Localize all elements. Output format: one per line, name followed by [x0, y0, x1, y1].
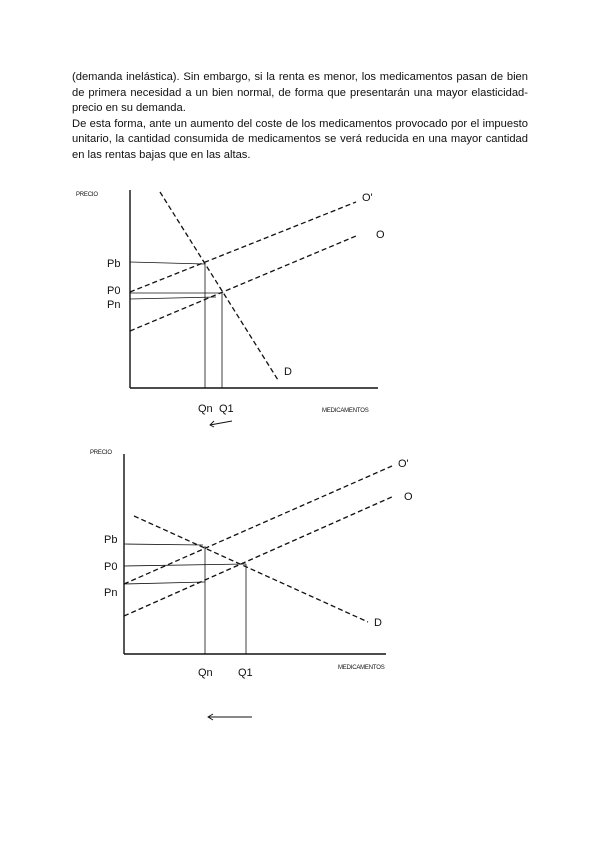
p0-guide-line — [124, 564, 246, 566]
graph-2-svg — [0, 440, 600, 730]
supply-new-label: O' — [398, 458, 409, 470]
demand-label: D — [374, 617, 382, 629]
paragraph-elasticity: (demanda inelástica). Sin embargo, si la renta es menor, los medicamentos pasan de bien de primera necesidad a un bien normal, de forma que presentarán una mayor elasticidad-precio en su demanda. — [72, 71, 528, 114]
demand-curve — [134, 516, 368, 622]
demand-label: D — [284, 366, 292, 378]
paragraph-conclusion: De esta forma, ante un aumento del coste de los medicamentos provocado por el impuesto unitario, la cantidad consumida de medicamentos se verá reducida en una mayor cantidad en las rentas bajas que en las altas. — [72, 117, 528, 161]
pb-guide-line — [130, 262, 205, 264]
supply-curve-new — [130, 202, 356, 292]
x-axis-label: MEDICAMENTOS — [322, 408, 369, 414]
price-label-pb: Pb — [107, 258, 121, 270]
demand-curve — [160, 192, 278, 380]
quantity-label-qn: Qn — [198, 403, 213, 415]
graph-1-svg — [0, 180, 600, 430]
x-axis-label: MEDICAMENTOS — [338, 665, 385, 671]
supply-curve — [130, 236, 356, 331]
pb-guide-line — [124, 544, 203, 545]
supply-label: O — [376, 229, 385, 241]
price-label-p0: P0 — [104, 561, 118, 573]
supply-curve — [124, 496, 394, 616]
body-text — [72, 70, 528, 163]
graph-low-income — [0, 440, 600, 730]
price-label-pn: Pn — [107, 299, 121, 311]
quantity-label-q1: Q1 — [238, 667, 253, 679]
price-label-pn: Pn — [104, 587, 118, 599]
price-label-pb: Pb — [104, 534, 118, 546]
quantity-label-qn: Qn — [198, 667, 213, 679]
quantity-label-q1: Q1 — [219, 403, 234, 415]
pn-guide-line — [130, 297, 216, 299]
y-axis-label: PRECIO — [76, 192, 98, 198]
pn-guide-line — [124, 582, 205, 584]
price-label-p0: P0 — [107, 285, 121, 297]
graph-high-income — [0, 180, 600, 430]
supply-label: O — [404, 491, 413, 503]
supply-new-label: O' — [362, 192, 373, 204]
y-axis-label: PRECIO — [90, 450, 112, 456]
supply-curve-new — [124, 466, 392, 584]
